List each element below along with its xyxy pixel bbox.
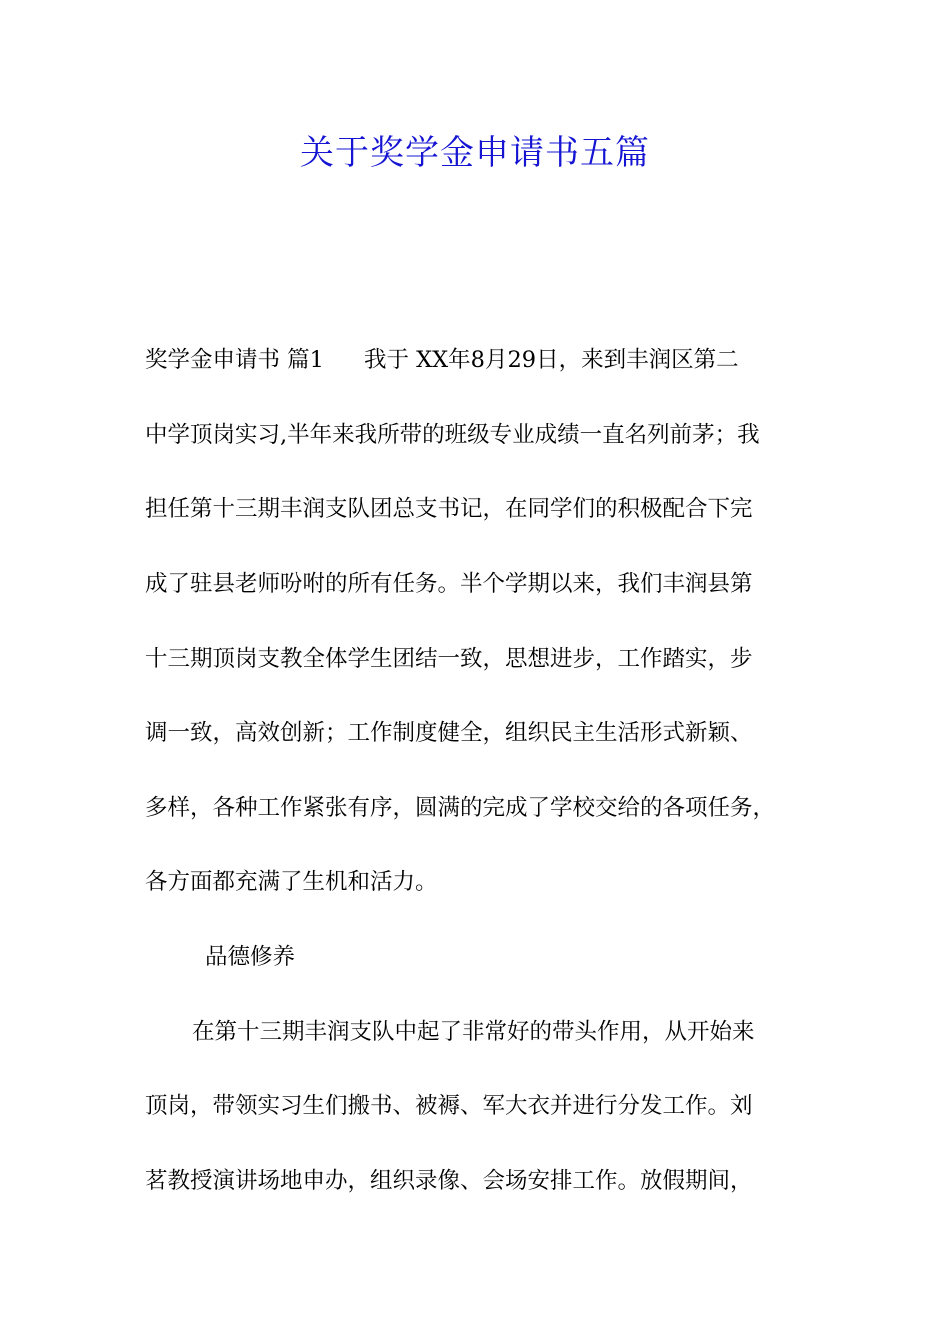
paragraph-line-3: 担任第十三期丰润支队团总支书记，在同学们的积极配合下完 bbox=[145, 496, 753, 522]
paragraph-line-5: 十三期顶岗支教全体学生团结一致，思想进步，工作踏实，步 bbox=[145, 646, 753, 672]
paragraph-line-11: 顶岗，带领实习生们搬书、被褥、军大衣并进行分发工作。刘 bbox=[145, 1093, 753, 1119]
section-heading-label: 奖学金申请书 篇1 bbox=[145, 347, 324, 373]
paragraph-line-12: 茗教授演讲场地申办，组织录像、会场安排工作。放假期间， bbox=[145, 1168, 753, 1194]
paragraph-line-2: 中学顶岗实习,半年来我所带的班级专业成绩一直名列前茅；我 bbox=[145, 422, 760, 448]
document-title: 关于奖学金申请书五篇 bbox=[300, 133, 650, 173]
paragraph-line-8: 各方面都充满了生机和活力。 bbox=[145, 869, 438, 895]
paragraph-line-7: 多样，各种工作紧张有序，圆满的完成了学校交给的各项任务， bbox=[145, 795, 776, 821]
subsection-heading: 品德修养 bbox=[205, 944, 296, 970]
paragraph-line-6: 调一致，高效创新；工作制度健全，组织民主生活形式新颖、 bbox=[145, 720, 753, 746]
paragraph-line-1 bbox=[145, 345, 739, 375]
paragraph-line-4: 成了驻县老师吩咐的所有任务。半个学期以来，我们丰润县第 bbox=[145, 571, 753, 597]
paragraph-line-10: 在第十三期丰润支队中起了非常好的带头作用，从开始来 bbox=[192, 1019, 755, 1045]
body-text: 我于 XX年8月29日，来到丰润区第二 bbox=[363, 347, 739, 373]
